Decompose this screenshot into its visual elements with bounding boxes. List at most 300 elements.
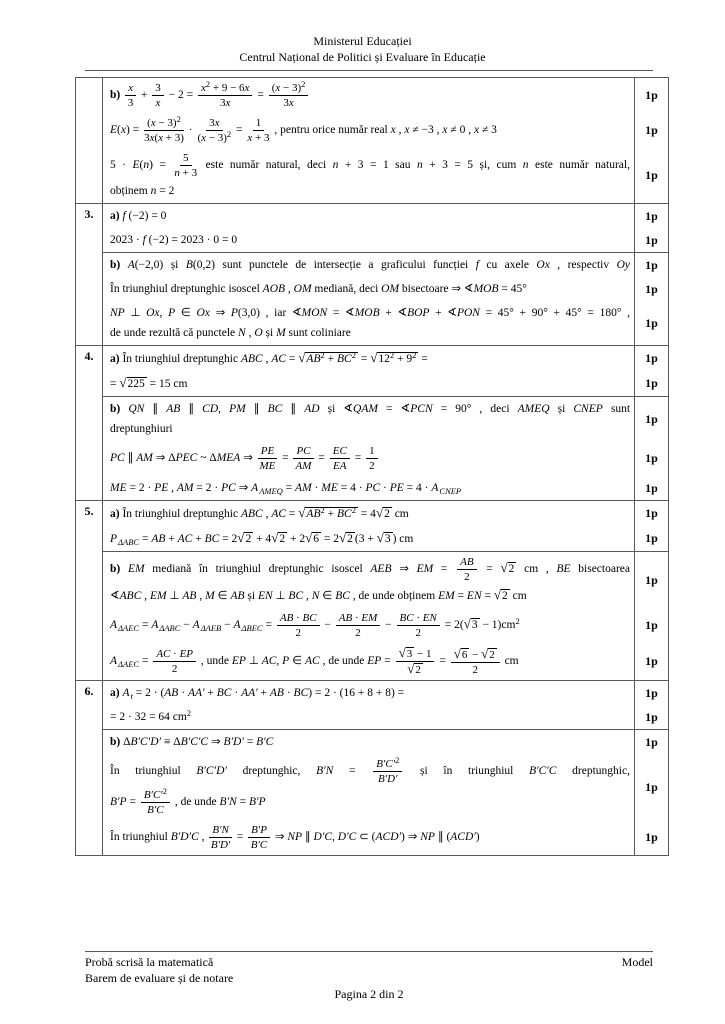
math-text: = (110, 378, 120, 390)
math-text: (3,0) , iar ∢ (237, 307, 302, 319)
math-text: dreptunghiuri (110, 423, 173, 435)
fraction-numerator (457, 556, 476, 570)
math-variable: AB (338, 612, 353, 624)
math-line (110, 279, 630, 299)
math-variable: P (282, 655, 290, 668)
math-text: ) ⇒ (401, 831, 421, 844)
answer-part (103, 729, 668, 855)
math-variable: AC (271, 353, 287, 365)
math-variable: x (200, 82, 206, 94)
radical-sign: √ (375, 505, 384, 520)
math-variable: x (288, 97, 294, 109)
math-text: 3 (127, 97, 134, 109)
math-variable: PE (260, 445, 275, 457)
math-text: dreptunghic, (226, 765, 317, 778)
score-unit (103, 441, 668, 476)
math-fraction (141, 786, 170, 816)
fraction-numerator (397, 612, 440, 626)
math-text: (−2) = 2023 · 0 = 0 (145, 234, 238, 246)
math-text: · (178, 687, 188, 699)
math-variable: CNEP (573, 403, 603, 415)
fraction-denominator (147, 803, 163, 816)
math-variable: BC (336, 508, 352, 520)
math-text: = 2 (156, 185, 175, 197)
score-unit (103, 552, 668, 608)
math-text: + 3) (163, 132, 184, 144)
math-variable: Oy (616, 259, 630, 271)
model-label: Model (621, 955, 653, 969)
math-variable: PON (456, 307, 480, 319)
answer-part (103, 204, 668, 252)
math-variable: x (404, 124, 410, 137)
math-text: ) = 2 · (16 + 8 + 8) = (308, 687, 405, 699)
math-text: = 4 (357, 508, 376, 520)
math-line (110, 230, 630, 250)
math-line (110, 255, 630, 275)
item-marker: b) (110, 563, 128, 576)
fraction-denominator (260, 459, 276, 472)
math-text: · (380, 482, 390, 494)
math-text: − 2 = (165, 89, 196, 102)
radical-sign: √ (453, 645, 461, 661)
radicand (305, 352, 358, 365)
subscript: t (130, 691, 133, 701)
math-text: ) cm (392, 533, 414, 545)
math-variable: OM (381, 283, 400, 295)
document-header (0, 33, 725, 65)
math-text: = (236, 796, 250, 809)
answer-part (103, 346, 668, 396)
radicand (305, 507, 358, 520)
math-variable: x (442, 124, 448, 137)
fraction-numerator (293, 445, 313, 459)
radicand (278, 532, 287, 545)
math-text: În triunghiul (110, 765, 197, 778)
question-row (76, 78, 668, 203)
math-text: ⇒ (240, 452, 256, 465)
math-variable: OM (293, 283, 312, 295)
item-marker: a) (110, 508, 123, 520)
math-variable: B′C′C (529, 765, 557, 778)
math-variable: M (276, 327, 286, 339)
math-fraction (125, 82, 136, 109)
math-variable: AA′ (241, 687, 258, 699)
fraction-numerator (451, 645, 500, 663)
math-line (110, 443, 630, 474)
math-text: bisectoare ⇒ ∢ (399, 283, 474, 295)
question-number: 6. (76, 681, 103, 855)
math-variable: MEA (216, 452, 241, 465)
math-radical (481, 645, 497, 661)
math-variable: BC (267, 403, 283, 415)
math-variable: EA (333, 460, 347, 472)
math-variable: AC (177, 533, 193, 545)
score-unit (103, 476, 668, 500)
radical-sign: √ (376, 530, 384, 545)
math-text: = (381, 655, 394, 668)
math-variable: Ox (196, 307, 210, 319)
math-text: = 90° , deci (432, 403, 518, 415)
math-text: ∥ (302, 831, 314, 844)
math-variable: n (332, 159, 339, 172)
math-variable: AOB (262, 283, 286, 295)
math-variable: BOP (407, 307, 430, 319)
math-text: − (180, 619, 193, 632)
fraction-denominator (220, 96, 230, 109)
math-variable: ACD′ (450, 831, 476, 844)
radicand (127, 377, 147, 390)
math-variable: AB (166, 403, 181, 415)
math-text: = 4 · (403, 482, 432, 494)
math-variable: PE (389, 482, 404, 494)
math-variable: EN (466, 590, 482, 602)
math-variable: BC (336, 353, 352, 365)
math-variable: x (275, 82, 281, 94)
math-text: 2 (245, 533, 252, 545)
math-text: = (233, 831, 247, 844)
subscript: ΔBEC (241, 623, 263, 634)
radicand (384, 532, 393, 545)
math-text: , (332, 831, 338, 844)
answer-content (103, 204, 634, 228)
math-text: 3 (155, 82, 161, 94)
math-text: 5 (183, 152, 189, 164)
score-cell: 1p (634, 78, 668, 113)
fraction-numerator (366, 445, 378, 459)
math-variable: x (128, 82, 133, 94)
radical-sign: √ (370, 350, 378, 365)
radical-sign: √ (305, 530, 313, 545)
math-radical (463, 616, 480, 632)
math-text: (3 + (354, 533, 377, 545)
math-variable: B′P (249, 796, 266, 809)
math-variable: B′N (212, 824, 229, 836)
question-number: 3. (76, 204, 103, 345)
score-cell: 1p (634, 476, 668, 500)
score-cell: 1p (634, 526, 668, 551)
math-text: = (279, 452, 292, 465)
question-row (76, 500, 668, 680)
math-text: ( (154, 132, 159, 144)
math-text: + (204, 687, 217, 699)
math-text: ( (197, 132, 202, 144)
fraction-denominator (283, 96, 293, 109)
math-variable: B′N (219, 796, 237, 809)
math-text: ≠ −3 , (409, 124, 443, 137)
area-symbol: A (192, 619, 200, 632)
math-text: = 2 (219, 533, 238, 545)
math-variable: x (247, 132, 253, 144)
math-variable: PC (110, 452, 125, 465)
math-variable: n (522, 159, 529, 172)
radicand (471, 618, 480, 631)
math-text: , (141, 590, 150, 602)
fraction-denominator (247, 131, 269, 144)
math-text: + ∢ (379, 307, 408, 319)
math-text: ⊥ (245, 655, 262, 668)
answer-content (103, 476, 634, 500)
math-text: ( (271, 82, 276, 94)
answer-content (103, 552, 634, 608)
math-text: 6 (313, 533, 319, 545)
math-text: = (139, 619, 152, 632)
radical-sign: √ (119, 375, 127, 390)
math-text: și (549, 403, 574, 415)
math-line (110, 323, 630, 343)
score-unit (103, 820, 668, 855)
item-marker: a) (110, 687, 123, 699)
math-variable: EP (367, 655, 382, 668)
math-text: 3 (471, 619, 478, 632)
math-fraction (336, 612, 381, 639)
math-text: ⇒ (208, 736, 224, 748)
math-variable: MOB (473, 283, 499, 295)
item-marker: b) (110, 89, 124, 102)
math-variable: N (238, 327, 246, 339)
radical-sign: √ (271, 530, 279, 545)
math-text: = (481, 590, 494, 602)
fraction-numerator (269, 79, 309, 96)
math-variable: AB (269, 687, 284, 699)
math-line (110, 399, 630, 419)
fraction-denominator (197, 131, 231, 144)
math-text: = (139, 533, 152, 545)
math-text: 2 (384, 508, 390, 520)
math-text: = (454, 590, 467, 602)
math-variable: AB (279, 612, 294, 624)
math-text: , (218, 403, 230, 415)
math-text: = 2 · (126, 482, 155, 494)
fraction-numerator (206, 117, 222, 131)
fraction-numerator (258, 445, 277, 459)
superscript: 2 (412, 350, 417, 360)
math-fraction (293, 445, 313, 472)
math-variable: PCN (410, 403, 433, 415)
math-text: = 45° (498, 283, 527, 295)
score-cell: 1p (634, 705, 668, 729)
math-text: = 2 · 32 = 64 cm (110, 711, 187, 723)
math-variable: B′C′ (376, 758, 396, 770)
question-number: 5. (76, 501, 103, 680)
math-text: , (285, 283, 294, 295)
math-variable: B′C (147, 804, 164, 816)
math-variable: B′C′D′ (196, 765, 227, 778)
answer-content (103, 78, 634, 113)
answer-content (103, 277, 634, 301)
math-radical (370, 350, 418, 365)
math-variable: ACD′ (375, 831, 402, 844)
math-variable: f (475, 259, 479, 271)
area-symbol: A (233, 619, 241, 632)
math-text: + 9 − 6 (210, 82, 245, 94)
math-line (110, 683, 630, 703)
fraction-denominator (174, 166, 197, 179)
math-text: 2 (171, 663, 178, 675)
math-text: , (159, 307, 169, 319)
math-text: · (185, 124, 196, 137)
question-number: 4. (76, 346, 103, 500)
score-unit (103, 643, 668, 680)
math-text: ) (475, 831, 480, 844)
math-variable: ME (321, 482, 338, 494)
math-variable: D′C (337, 831, 357, 844)
superscript: 2 (351, 505, 356, 515)
math-text: ) = (149, 159, 173, 172)
score-unit (103, 397, 668, 441)
math-text: ~ Δ (197, 452, 217, 465)
math-variable: ME (110, 482, 127, 494)
score-unit (103, 113, 668, 148)
score-unit (103, 526, 668, 551)
math-text: + (138, 89, 151, 102)
radicand (377, 352, 418, 365)
math-variable: B′N (316, 765, 334, 778)
answer-content (103, 148, 634, 203)
math-variable: x (120, 124, 126, 137)
math-text: = ∢ (377, 403, 411, 415)
math-variable: AM (295, 482, 312, 494)
math-variable: AC (261, 655, 277, 668)
fraction-denominator (407, 662, 423, 676)
math-text: · (231, 687, 242, 699)
math-text: , (262, 353, 272, 365)
math-fraction (366, 445, 378, 472)
radical-sign: √ (338, 530, 347, 545)
math-text: , (303, 590, 312, 602)
math-variable: M (205, 590, 215, 602)
math-variable: D′C (313, 831, 333, 844)
math-radical (453, 645, 470, 661)
math-text: = (333, 765, 372, 778)
math-text: În triunghiul (110, 831, 171, 844)
area-symbol: A (251, 482, 259, 494)
math-fraction (144, 114, 184, 144)
math-variable: A (127, 259, 135, 271)
footer-rule (85, 951, 653, 952)
math-text: 5 · (110, 159, 133, 172)
math-text: 2023 · (110, 234, 143, 246)
math-text: obținem (110, 185, 151, 197)
math-variable: PC (221, 482, 236, 494)
math-line (110, 419, 630, 439)
math-text: În triunghiul dreptunghic (122, 353, 241, 365)
math-variable: ABC (119, 590, 142, 602)
answer-part (103, 551, 668, 680)
math-variable: B′P (110, 796, 127, 809)
math-text: = (357, 353, 371, 365)
math-variable: B′C (250, 839, 268, 851)
math-variable: MON (301, 307, 328, 319)
math-variable: AC (156, 648, 171, 660)
math-variable: AD (304, 403, 320, 415)
math-variable: n (143, 159, 150, 172)
math-text: = (351, 452, 365, 465)
fraction-denominator (464, 570, 470, 583)
math-text: = (139, 655, 152, 668)
answer-content (103, 441, 634, 476)
math-fraction (247, 117, 269, 144)
superscript: 2 (320, 505, 325, 515)
math-line (110, 503, 630, 524)
math-text: ⇒ (271, 831, 288, 844)
math-text: = 2 · ( (132, 687, 165, 699)
math-text: − 1)cm (479, 619, 516, 632)
answer-content (103, 113, 634, 148)
score-cell: 1p (634, 253, 668, 277)
score-cell: 1p (634, 501, 668, 526)
math-variable: PE (154, 482, 169, 494)
math-text: ∥ (124, 452, 137, 465)
subscript: AMEQ (259, 486, 283, 496)
math-variable: AC (304, 655, 320, 668)
score-cell: 1p (634, 204, 668, 228)
fraction-numerator (336, 612, 381, 626)
math-text: și (244, 590, 258, 602)
math-fraction (198, 79, 252, 109)
math-text: 3 (220, 97, 226, 109)
score-unit (103, 228, 668, 252)
question-parts (103, 501, 668, 680)
math-text: În triunghiul dreptunghic (122, 508, 241, 520)
math-radical (298, 505, 358, 520)
math-text: = (286, 508, 299, 520)
answer-part (103, 252, 668, 345)
radicand (383, 507, 392, 520)
math-line (110, 478, 630, 498)
math-text: bisectoarea (570, 563, 630, 576)
math-text: , (196, 590, 206, 602)
center-title: Centrul Național de Politici și Evaluare în Educație (239, 50, 486, 64)
score-unit (103, 204, 668, 228)
answer-content (103, 301, 634, 345)
math-fraction (174, 152, 197, 179)
page-number: Pagina 2 din 2 (334, 987, 404, 1001)
score-cell: 1p (634, 754, 668, 820)
math-text: + 4 (253, 533, 272, 545)
fraction-denominator (355, 626, 361, 639)
score-cell: 1p (634, 277, 668, 301)
math-text: , de unde obținem (349, 590, 439, 602)
math-line (110, 115, 630, 146)
math-text: , (395, 124, 405, 137)
score-unit (103, 253, 668, 277)
math-fraction (258, 445, 277, 472)
math-variable: EM (416, 563, 434, 576)
math-text: · (293, 612, 303, 624)
question-number (76, 78, 103, 203)
fraction-numerator (198, 79, 252, 96)
math-text: sunt coliniare (285, 327, 351, 339)
fraction-denominator (251, 838, 267, 851)
math-text: · (352, 612, 362, 624)
math-text: 3 (144, 132, 150, 144)
math-text: 2 (489, 648, 495, 661)
math-variable: EC (332, 445, 347, 457)
math-variable: P (230, 307, 238, 319)
score-cell: 1p (634, 371, 668, 396)
score-unit (103, 148, 668, 203)
math-fraction (248, 824, 270, 851)
item-marker: b) (110, 736, 124, 748)
math-text: = (282, 482, 296, 494)
math-variable: B′D′ (223, 736, 244, 748)
math-text: = 45° + 90° + 45° = 180° , (479, 307, 630, 319)
math-text: cm (391, 508, 409, 520)
math-variable: P (110, 533, 118, 545)
math-text: 2 (369, 460, 375, 472)
math-text: = (286, 353, 299, 365)
math-text: = (126, 796, 139, 809)
